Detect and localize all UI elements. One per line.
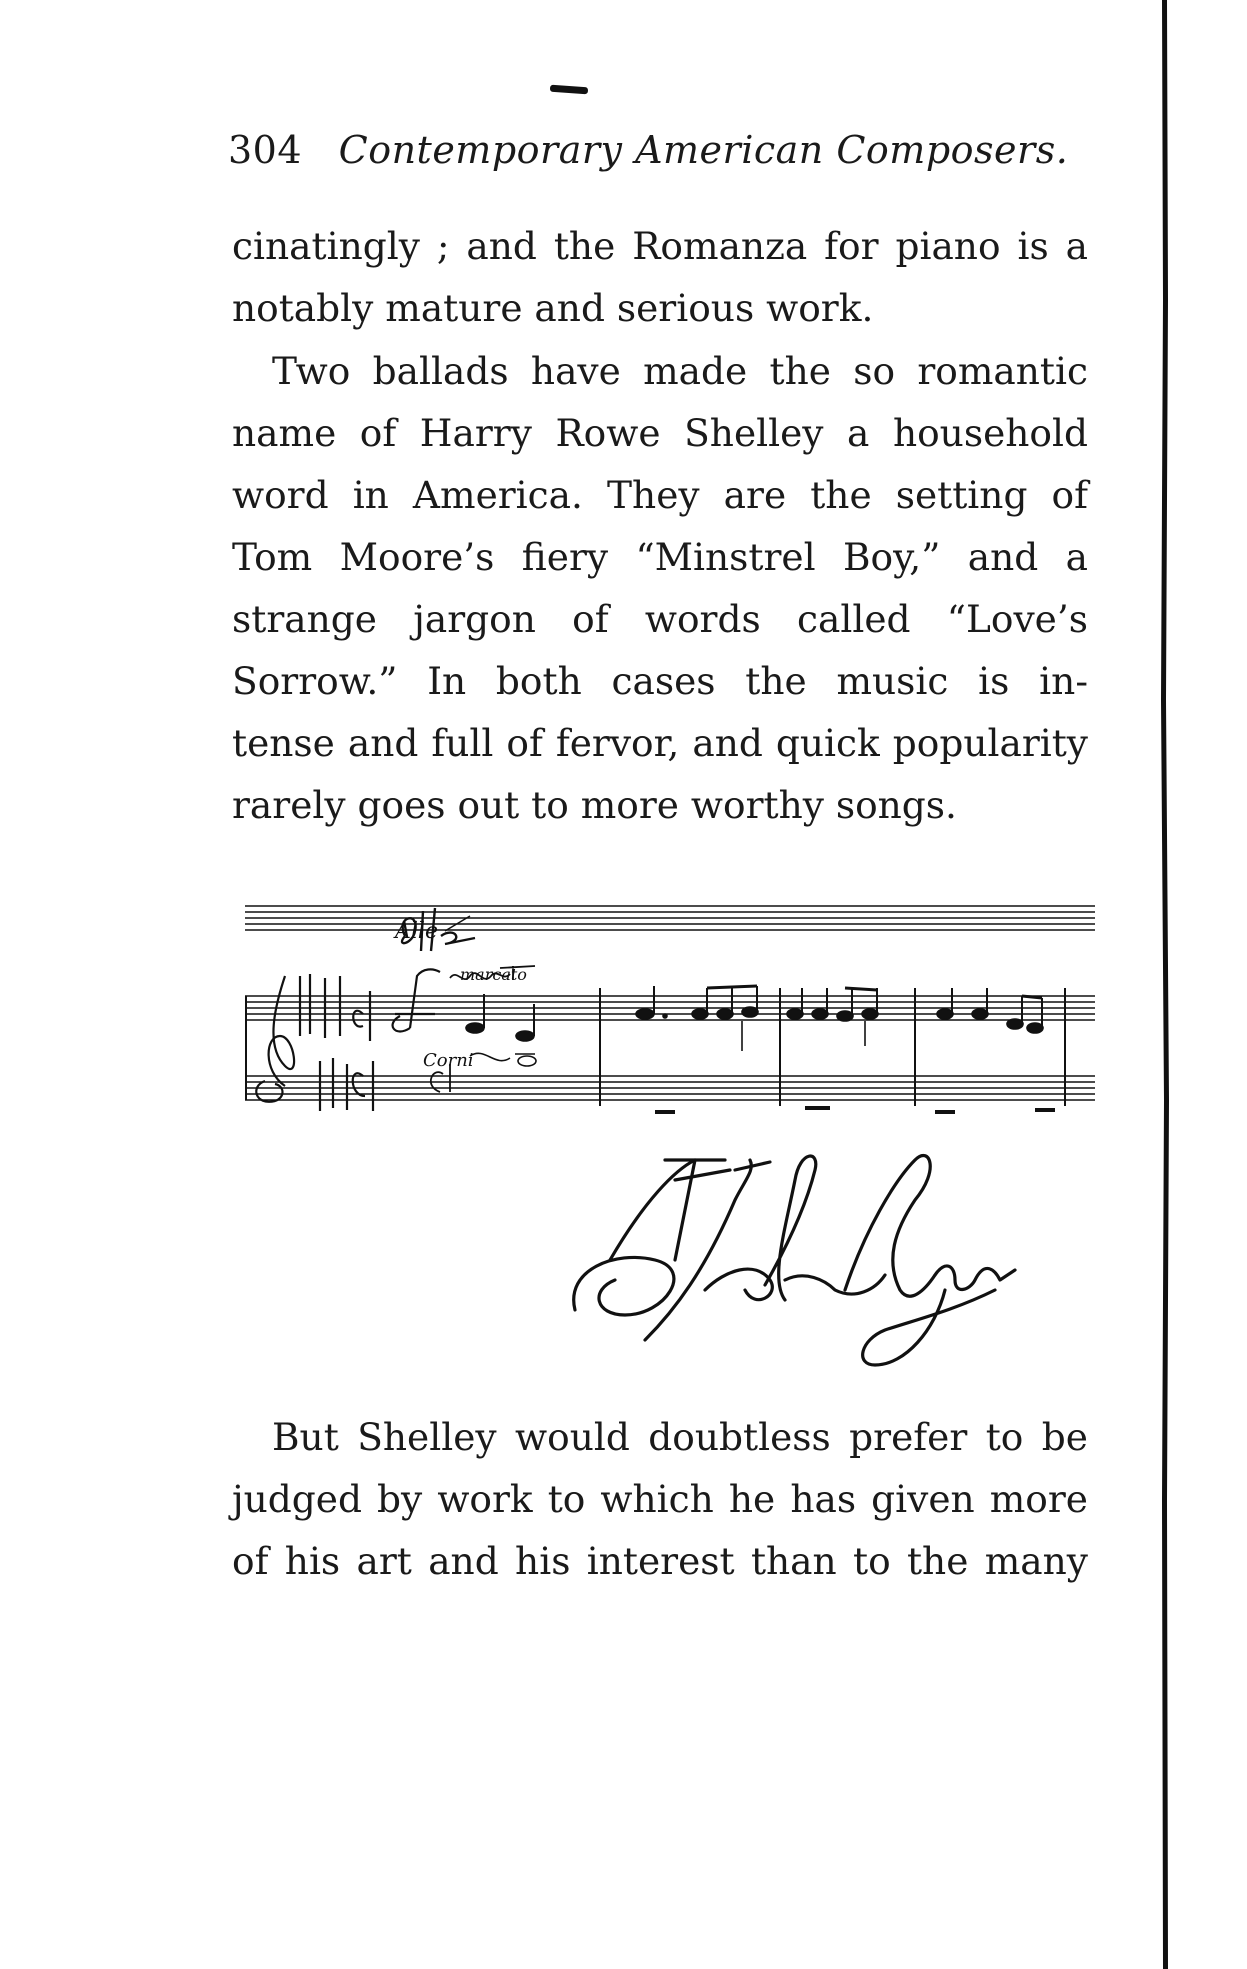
text-line: notably mature and serious work. <box>232 286 874 330</box>
page-number: 304 <box>228 128 303 172</box>
paragraph-2 <box>232 340 1088 836</box>
text-line: Sorrow.” In both cases the music is in- <box>232 659 1088 703</box>
text-line: name of Harry Rowe Shelley a household <box>232 411 1088 455</box>
text-line: Tom Moore’s fiery “Minstrel Boy,” and a <box>232 535 1088 579</box>
text-line: cinatingly ; and the Romanza for piano is a <box>232 224 1088 268</box>
instrument-marking: Corni <box>423 1050 474 1071</box>
text-line: Two ballads have made the so romantic <box>272 349 1088 393</box>
running-header <box>228 128 1068 172</box>
page-edge-shadow <box>1158 0 1176 1969</box>
text-line: tense and full of fervor, and quick popularity <box>232 721 1088 765</box>
text-line: judged by work to which he has given more <box>232 1477 1088 1521</box>
expression-marking: marcato <box>460 965 527 984</box>
paragraph-3 <box>232 1406 1088 1592</box>
paragraph-1 <box>232 215 1088 339</box>
music-manuscript <box>245 896 1095 1146</box>
text-line: of his art and his interest than to the many <box>232 1539 1088 1583</box>
running-title: Contemporary American Composers. <box>338 128 1069 172</box>
tempo-marking: Alle <box>395 919 438 944</box>
text-line: But Shelley would doubtless prefer to be <box>272 1415 1088 1459</box>
printer-mark <box>550 85 588 95</box>
text-line: rarely goes out to more worthy songs. <box>232 783 957 827</box>
text-line: word in America. They are the setting of <box>232 473 1088 517</box>
signature-text: Harry Rowe Shelley <box>565 1375 576 1376</box>
text-line: strange jargon of words called “Love’s <box>232 597 1088 641</box>
autograph-signature <box>555 1140 1025 1380</box>
